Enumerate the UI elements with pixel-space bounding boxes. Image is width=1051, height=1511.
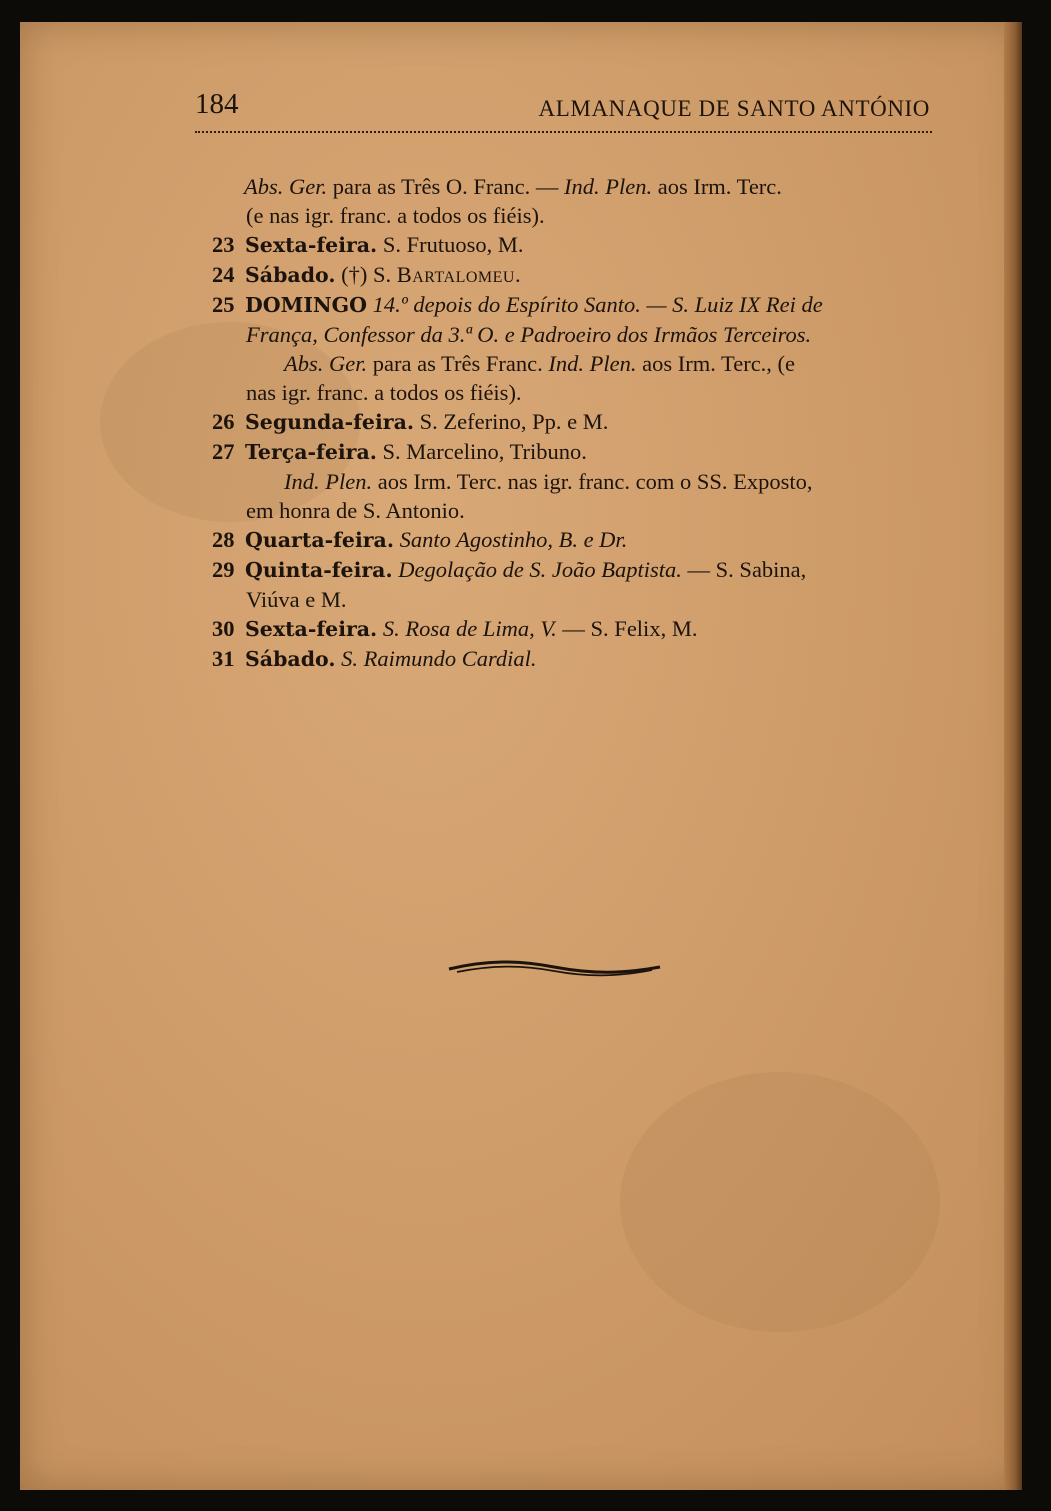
page-number: 184 [195,88,239,120]
entry-29 [212,555,937,585]
entry-28 [212,525,937,555]
weekday: Quarta-feira. [245,528,394,552]
entry-text: Santo Agostinho, B. e Dr. [393,527,628,552]
day-number: 30 [212,616,235,641]
entry-29-line-2: Viúva e M. [246,587,347,612]
text: para as Três O. Franc. — [327,174,564,199]
entry-30 [212,614,937,644]
entry-26 [212,407,937,437]
weekday: Sábado. [245,647,336,671]
day-number: 23 [212,232,235,257]
day-number: 24 [212,262,235,287]
weekday: Sábado. [245,263,336,287]
header-rule [195,131,932,133]
weekday: DOMINGO [245,293,368,317]
day-number: 27 [212,439,235,464]
entry-31 [212,644,937,674]
entry-text: Degolação de S. João Baptista. [392,557,682,582]
text: aos Irm. Terc., (e [636,351,796,376]
abbrev-ind-plen: Ind. Plen. [284,469,373,494]
entry-25-line-2: França, Confessor da 3.ª O. e Padroeiro dos Irmãos Terceiros. [246,322,812,347]
entry-25 [212,290,937,320]
text: aos Irm. Terc. [652,174,782,199]
abbrev-ind-plen: Ind. Plen. [563,174,653,199]
entry-text: S. Zeferino, Pp. e M. [414,409,609,434]
day-number: 25 [212,292,235,317]
entry-25-abs-line-2: nas igr. franc. a todos os fiéis). [246,380,522,405]
entry-text: — S. Felix, M. [556,616,698,641]
day-number: 29 [212,557,235,582]
entry-27-ind [212,467,937,496]
entry-text: (†) S. [335,262,397,287]
tail-ornament [447,958,662,980]
entry-24 [212,260,937,290]
abbrev-abs-ger: Abs. Ger. [244,174,328,199]
paper-stain [620,1072,940,1332]
entry-continuation-line-1 [212,172,937,201]
page-edge [1004,22,1022,1490]
day-number: 26 [212,409,235,434]
entry-27-ind-line-2: em honra de S. Antonio. [246,498,465,523]
text: para as Três Franc. [367,351,549,376]
page-header [195,68,930,121]
weekday: Sexta-feira. [245,233,378,257]
entry-27 [212,437,937,467]
running-title: ALMANAQUE DE SANTO ANTÓNIO [538,96,930,121]
entry-23 [212,230,937,260]
entry-text: 14.º depois do Espírito Santo. — S. Luiz IX Rei de [367,292,823,317]
day-number: 28 [212,527,235,552]
entry-continuation-line-2: (e nas igr. franc. a todos os fiéis). [246,203,545,228]
abbrev-abs-ger: Abs. Ger. [284,351,368,376]
weekday: Quinta-feira. [245,558,393,582]
entry-text: S. Rosa de Lima, V. [377,616,557,641]
entry-text: S. Frutuoso, M. [377,232,524,257]
entry-25-abs [212,349,937,378]
weekday: Sexta-feira. [245,617,378,641]
entry-text: S. Raimundo Cardial. [335,646,537,671]
weekday: Terça-feira. [245,440,377,464]
day-number: 31 [212,646,235,671]
saint-name: Bartalomeu. [396,262,522,287]
calendar-entries [212,172,937,674]
abbrev-ind-plen: Ind. Plen. [548,351,637,376]
text: aos Irm. Terc. nas igr. franc. com o SS. Exposto, [372,469,813,494]
entry-text: S. Marcelino, Tribuno. [376,439,587,464]
weekday: Segunda-feira. [245,410,414,434]
entry-text: — S. Sabina, [681,557,807,582]
